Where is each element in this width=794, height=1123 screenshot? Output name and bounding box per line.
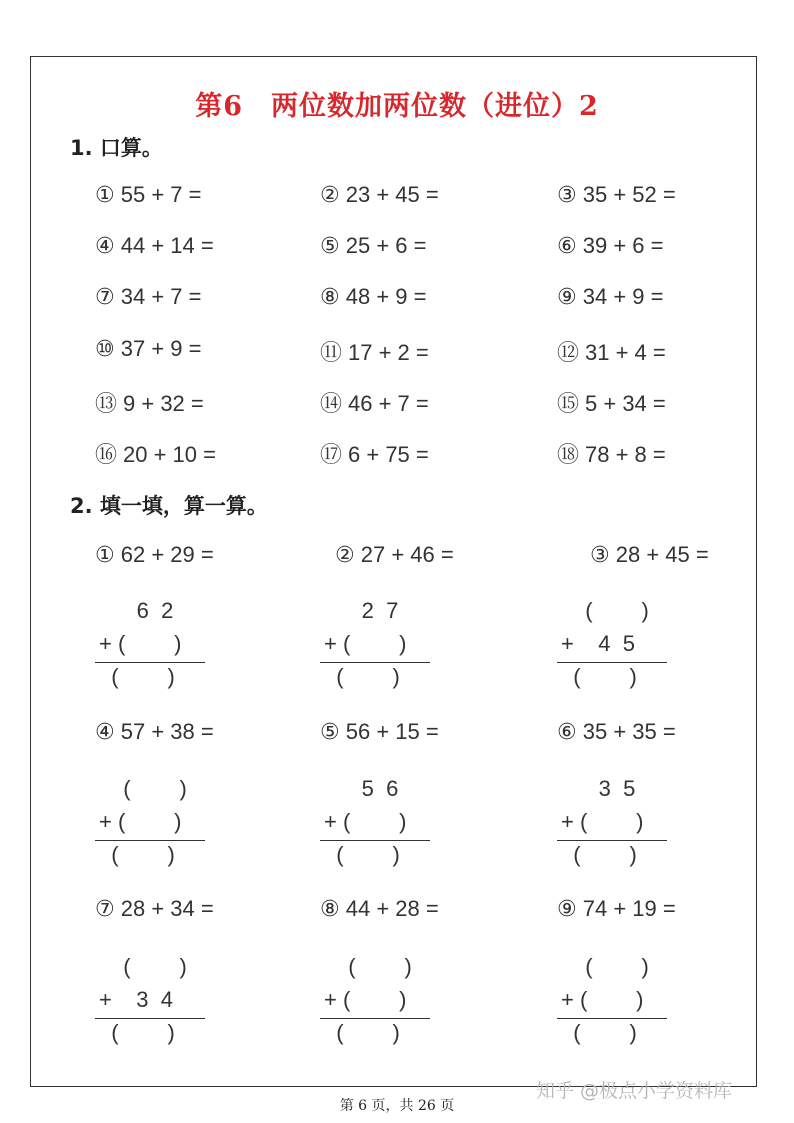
page-footer: 第 6 页，共 26 页	[339, 1098, 455, 1114]
fill-item-equation: ⑧ 44 + 28 =	[320, 896, 439, 922]
vertical-addend-row: + ( )	[561, 809, 644, 834]
fill-item-equation: ② 27 + 46 =	[335, 542, 454, 568]
vertical-form	[320, 776, 440, 868]
vertical-addend-row: + 4 5	[561, 631, 635, 656]
oral-item: ⑫ 31 + 4 =	[557, 340, 666, 366]
oral-item: ⑤ 25 + 6 =	[320, 233, 427, 259]
vertical-answer-row: ( )	[561, 664, 637, 689]
vertical-top-row: ( )	[123, 954, 187, 979]
oral-item: ⑪ 17 + 2 =	[320, 340, 429, 366]
vertical-answer-row: ( )	[99, 842, 175, 867]
vertical-top-row: ( )	[585, 954, 649, 979]
vertical-addend-row: + ( )	[324, 631, 407, 656]
fill-item-equation: ① 62 + 29 =	[95, 542, 214, 568]
oral-item: ⑧ 48 + 9 =	[320, 284, 427, 310]
vertical-top-row: 2 7	[361, 598, 399, 623]
vertical-top-row: ( )	[585, 598, 649, 623]
oral-item: ⑭ 46 + 7 =	[320, 391, 429, 417]
vertical-form	[557, 776, 677, 868]
vertical-answer-row: ( )	[324, 664, 400, 689]
oral-item: ⑦ 34 + 7 =	[95, 284, 202, 310]
sum-line	[95, 1018, 205, 1019]
fill-item-equation: ⑦ 28 + 34 =	[95, 896, 214, 922]
fill-item-equation: ⑨ 74 + 19 =	[557, 896, 676, 922]
oral-item: ⑥ 39 + 6 =	[557, 233, 664, 259]
oral-item: ⑰ 6 + 75 =	[320, 442, 429, 468]
vertical-answer-row: ( )	[99, 1020, 175, 1045]
vertical-top-row: ( )	[123, 776, 187, 801]
page-frame	[30, 56, 757, 1087]
vertical-answer-row: ( )	[99, 664, 175, 689]
vertical-form	[95, 776, 215, 868]
oral-item: ① 55 + 7 =	[95, 182, 202, 208]
sum-line	[320, 840, 430, 841]
oral-item: ⑮ 5 + 34 =	[557, 391, 666, 417]
fill-item-equation: ④ 57 + 38 =	[95, 719, 214, 745]
oral-item: ⑩ 37 + 9 =	[95, 336, 202, 362]
sum-line	[95, 662, 205, 663]
vertical-top-row: 5 6	[361, 776, 399, 801]
vertical-addend-row: + ( )	[99, 809, 182, 834]
section2-heading: 2. 填一填，算一算。	[70, 494, 268, 518]
vertical-top-row: 3 5	[598, 776, 636, 801]
sum-line	[320, 662, 430, 663]
fill-item-equation: ③ 28 + 45 =	[590, 542, 709, 568]
vertical-top-row: ( )	[348, 954, 412, 979]
vertical-answer-row: ( )	[561, 842, 637, 867]
section1-heading: 1. 口算。	[70, 136, 163, 160]
page-title: 第6 两位数加两位数（进位）2	[195, 91, 599, 122]
vertical-addend-row: + 3 4	[99, 987, 173, 1012]
sum-line	[95, 840, 205, 841]
sum-line	[557, 840, 667, 841]
oral-item: ③ 35 + 52 =	[557, 182, 676, 208]
vertical-form	[320, 598, 440, 690]
vertical-form	[557, 954, 677, 1046]
fill-item-equation: ⑥ 35 + 35 =	[557, 719, 676, 745]
vertical-addend-row: + ( )	[561, 987, 644, 1012]
watermark: 知乎 @极点小学资料库	[536, 1080, 733, 1102]
vertical-answer-row: ( )	[561, 1020, 637, 1045]
fill-item-equation: ⑤ 56 + 15 =	[320, 719, 439, 745]
oral-item: ⑨ 34 + 9 =	[557, 284, 664, 310]
vertical-form	[557, 598, 677, 690]
oral-item: ④ 44 + 14 =	[95, 233, 214, 259]
vertical-answer-row: ( )	[324, 842, 400, 867]
vertical-addend-row: + ( )	[99, 631, 182, 656]
oral-item: ② 23 + 45 =	[320, 182, 439, 208]
vertical-addend-row: + ( )	[324, 809, 407, 834]
sum-line	[557, 1018, 667, 1019]
oral-item: ⑱ 78 + 8 =	[557, 442, 666, 468]
vertical-answer-row: ( )	[324, 1020, 400, 1045]
vertical-form	[95, 598, 215, 690]
vertical-addend-row: + ( )	[324, 987, 407, 1012]
vertical-top-row: 6 2	[136, 598, 174, 623]
vertical-form	[95, 954, 215, 1046]
oral-item: ⑬ 9 + 32 =	[95, 391, 204, 417]
oral-item: ⑯ 20 + 10 =	[95, 442, 216, 468]
vertical-form	[320, 954, 440, 1046]
sum-line	[320, 1018, 430, 1019]
sum-line	[557, 662, 667, 663]
